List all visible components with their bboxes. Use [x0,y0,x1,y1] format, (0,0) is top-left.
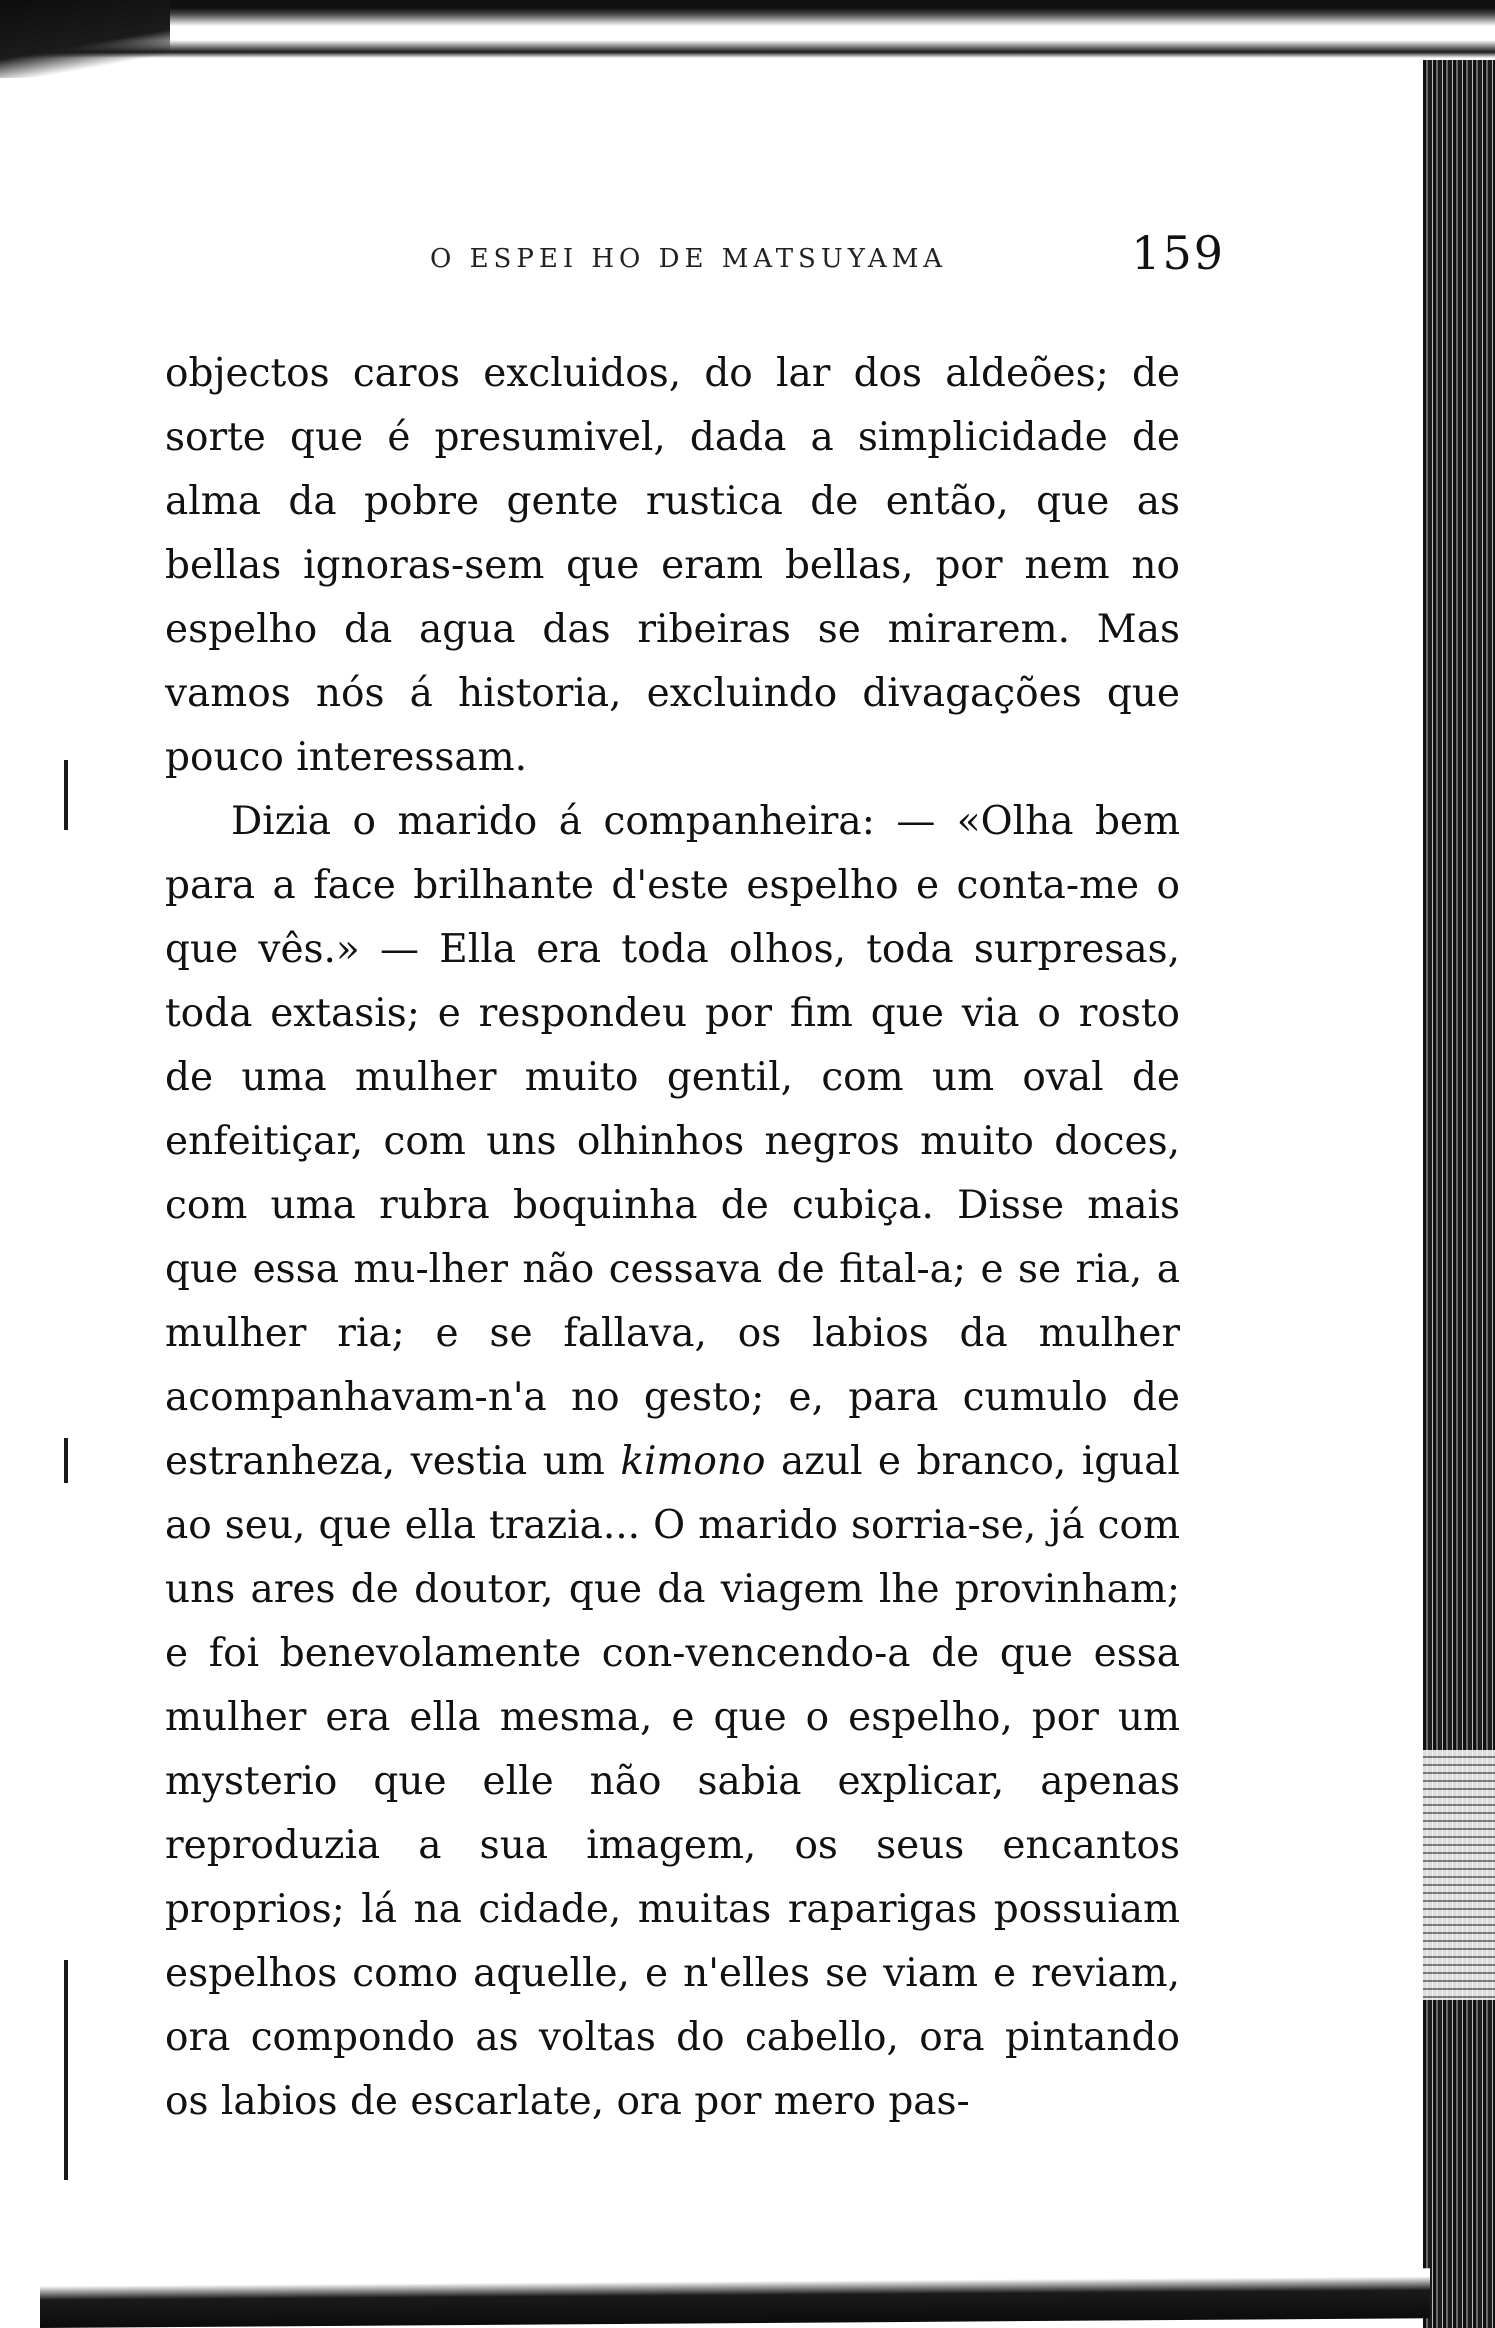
paragraph-2-text-start: Dizia o marido á companheira: — «Olha bem para a face brilhante d'este espelho e conta-me o que vês.» — Ella era toda olhos, toda surpresas, toda extasis; e respondeu por fim que via o rosto de uma mulher muito gentil, com um oval de enfeitiçar, com uns olhinhos negros muito doces, com uma rubra boquinha de cubiça. Disse mais que essa mu-lher não cessava de fital-a; e se ria, a mulher ria; e se fallava, os labios da mulher acompanhavam-n'a no gesto; e, para cumulo de estranheza, vestia um [165,799,1180,1484]
scan-top-edge [0,0,1495,58]
scan-top-corner-shadow [0,0,170,78]
page-number: 159 [1131,226,1225,280]
scan-right-edge [1423,60,1495,2328]
italic-word-kimono: kimono [620,1439,766,1484]
running-title: O ESPEI HO DE MATSUYAMA [430,244,948,274]
margin-mark [64,1960,68,2180]
margin-mark [64,760,68,830]
margin-mark [64,1438,68,1483]
paragraph-2-text-end: azul e branco, igual ao seu, que ella trazia... O marido sorria-se, já com uns ares de doutor, que da viagem lhe provinham; e foi benevolamente con-vencendo-a de que essa mulher era ella mesma, e que o espelho, por um mysterio que elle não sabia explicar, apenas reproduzia a sua imagem, os seus encantos proprios; lá na cidade, muitas raparigas possuiam espelhos como aquelle, e n'elles se viam e reviam, ora compondo as voltas do cabello, ora pintando os labios de escarlate, ora por mero pas- [165,1439,1181,2124]
scan-right-edge-light-band [1423,1750,1495,2000]
body-text [165,342,1180,2134]
scan-bottom-edge [40,2268,1430,2328]
paragraph-2 [165,790,1180,2134]
running-head [170,226,1225,296]
paragraph-1: objectos caros excluidos, do lar dos aldeões; de sorte que é presumivel, dada a simplicidade de alma da pobre gente rustica de então, que as bellas ignoras-sem que eram bellas, por nem no espelho da agua das ribeiras se mirarem. Mas vamos nós á historia, excluindo divagações que pouco interessam. [165,351,1180,780]
